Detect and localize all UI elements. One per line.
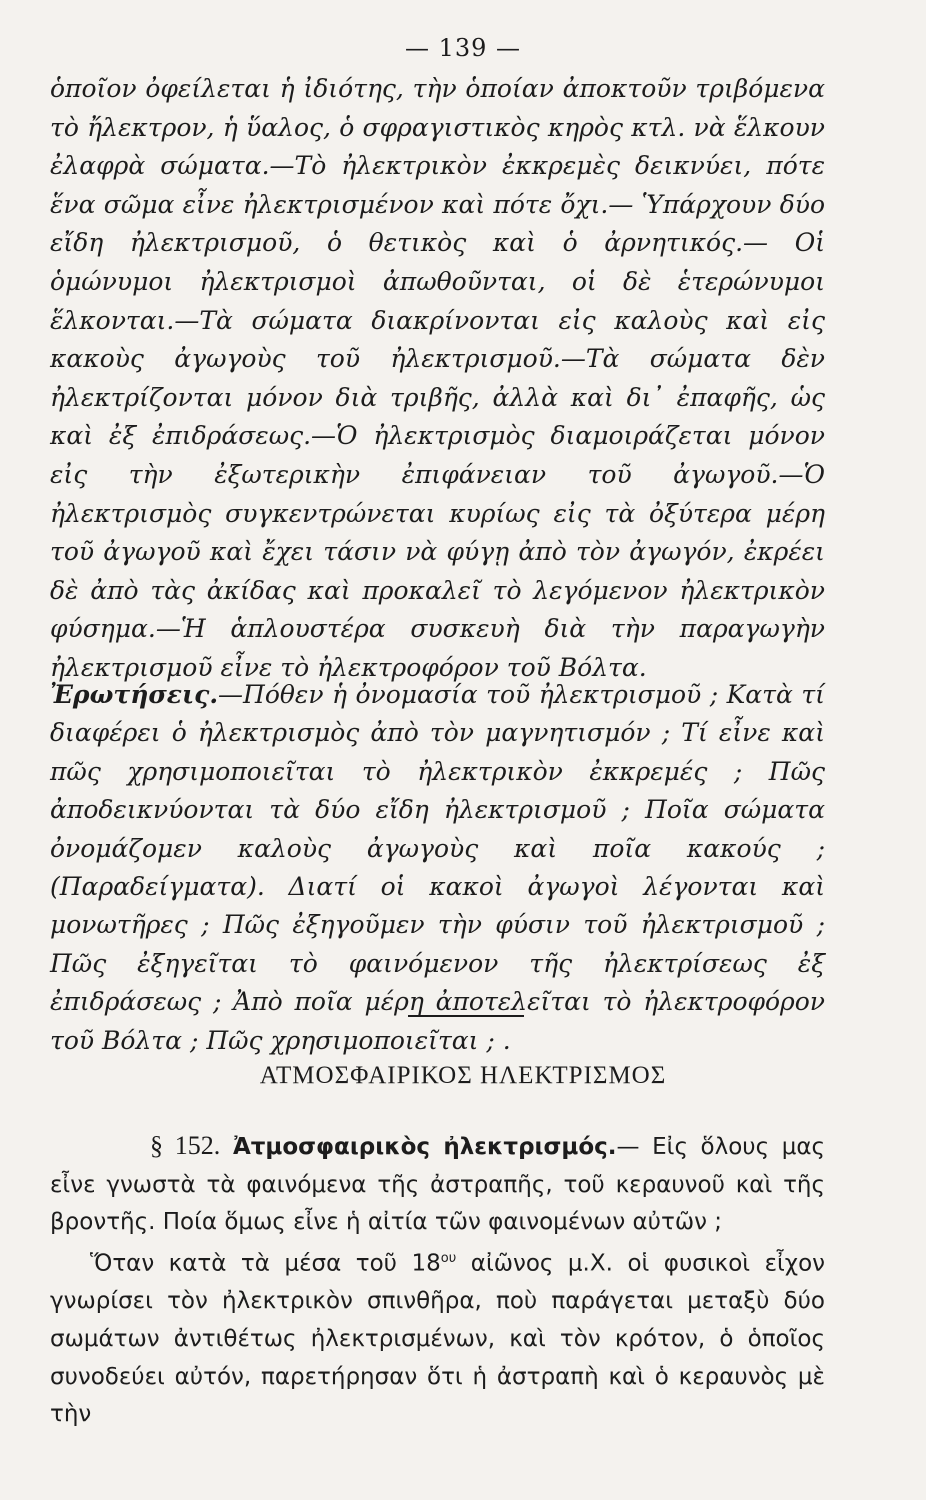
questions-text: —Πόθεν ἡ ὀνομασία τοῦ ἠλεκτρισμοῦ ; Κατὰ τί διαφέρει ὁ ἠλεκτρισμὸς ἀπὸ τὸν μαγνητισμόν ; Τί εἶνε καὶ πῶς χρησιμοποιεῖται τὸ ἠλεκτρικὸν ἐκκρεμές ; Πῶς ἀποδεικνύονται τὰ δύο εἴδη ἠλεκτρισμοῦ ; Ποῖα σώματα ὀνομάζομεν καλοὺς ἀγωγοὺς καὶ ποῖα κακούς ; (Παραδείγματα). Διατί οἱ κακοὶ ἀγωγοὶ λέγονται καὶ μονωτῆρες ; Πῶς ἐξηγοῦμεν τὴν φύσιν τοῦ ἠλεκτρισμοῦ ; Πῶς ἐξηγεῖται τὸ φαινόμενον τῆς ἠλεκτρίσεως ἐξ ἐπιδράσεως ; Ἀπὸ ποῖα μέρη ἀποτελεῖται τὸ ἠλεκτροφόρον τοῦ Βόλτα ; Πῶς χρησιμοποιεῖται ; .: [50, 680, 825, 1055]
section-paragraph-2: [50, 1240, 825, 1434]
section-paragraph-1: [50, 1127, 825, 1242]
section-heading: Ἀτμοσφαιρικὸς ἠλεκτρισμός.: [232, 1134, 617, 1160]
summary-paragraph: ὁποῖον ὀφείλεται ἡ ἰδιότης, τὴν ὁποίαν ἀποκτοῦν τριβόμενα τὸ ἤλεκτρον, ἡ ὕαλος, ὁ σφραγιστικὸς κηρὸς κτλ. νὰ ἕλκουν ἐλαφρὰ σώματα.—Τὸ ἠλεκτρικὸν ἐκκρεμὲς δεικνύει, πότε ἕνα σῶμα εἶνε ἠλεκτρισμένον καὶ πότε ὄχι.— Ὑπάρχουν δύο εἴδη ἠλεκτρισμοῦ, ὁ θετικὸς καὶ ὁ ἀρνητικός.— Οἱ ὁμώνυμοι ἠλεκτρισμοὶ ἀπωθοῦνται, οἱ δὲ ἑτερώνυμοι ἕλκονται.—Τὰ σώματα διακρίνονται εἰς καλοὺς καὶ εἰς κακοὺς ἀγωγοὺς τοῦ ἠλεκτρισμοῦ.—Τὰ σώματα δὲν ἠλεκτρίζονται μόνον διὰ τριβῆς, ἀλλὰ καὶ δι᾽ ἐπαφῆς, ὡς καὶ ἐξ ἐπιδράσεως.—Ὁ ἠλεκτρισμὸς διαμοιράζεται μόνον εἰς τὴν ἐξωτερικὴν ἐπιφάνειαν τοῦ ἀγωγοῦ.—Ὁ ἠλεκτρισμὸς συγκεντρώνεται κυρίως εἰς τὰ ὀξύτερα μέρη τοῦ ἀγωγοῦ καὶ ἔχει τάσιν νὰ φύγῃ ἀπὸ τὸν ἀγωγόν, ἐκρέει δὲ ἀπὸ τὰς ἀκίδας καὶ προκαλεῖ τὸ λεγόμενον ἠλεκτρικὸν φύσημα.—Ἡ ἁπλουστέρα συσκευὴ διὰ τὴν παραγωγὴν ἠλεκτρισμοῦ εἶνε τὸ ἠλεκτροφόρον τοῦ Βόλτα.: [50, 74, 825, 682]
page-number: — 139 —: [404, 34, 522, 62]
para2-start: Ὅταν κατὰ τὰ μέσα τοῦ 18: [90, 1250, 441, 1277]
century-superscript: ου: [440, 1251, 457, 1266]
questions-paragraph: [50, 676, 825, 1060]
section-text: — Εἰς ὅλους μας εἶνε γνωστὰ τὰ φαινόμενα τῆς ἀστραπῆς, τοῦ κεραυνοῦ καὶ τῆς βροντῆς. Ποία ὅμως εἶνε ἡ αἰτία τῶν φαινομένων αὐτῶν ;: [50, 1134, 826, 1236]
section-number: § 152.: [150, 1131, 221, 1160]
para2-rest: αἰῶνος μ.Χ. οἱ φυσικοὶ εἶχον γνωρίσει τὸν ἠλεκτρικὸν σπινθῆρα, ποὺ παράγεται μεταξὺ δύο σωμάτων ἀντιθέτως ἠλεκτρισμένων, καὶ τὸν κρότον, ὁ ὁποῖος συνοδεύει αὐτόν, παρετήρησαν ὅτι ἡ ἀστραπὴ καὶ ὁ κεραυνὸς μὲ τὴν: [50, 1250, 825, 1428]
section-title: ΑΤΜΟΣΦΑΙΡΙΚΟΣ ΗΛΕΚΤΡΙΣΜΟΣ: [259, 1062, 667, 1089]
section-divider: [408, 1015, 524, 1017]
questions-heading: Ἐρωτήσεις.: [50, 680, 219, 709]
